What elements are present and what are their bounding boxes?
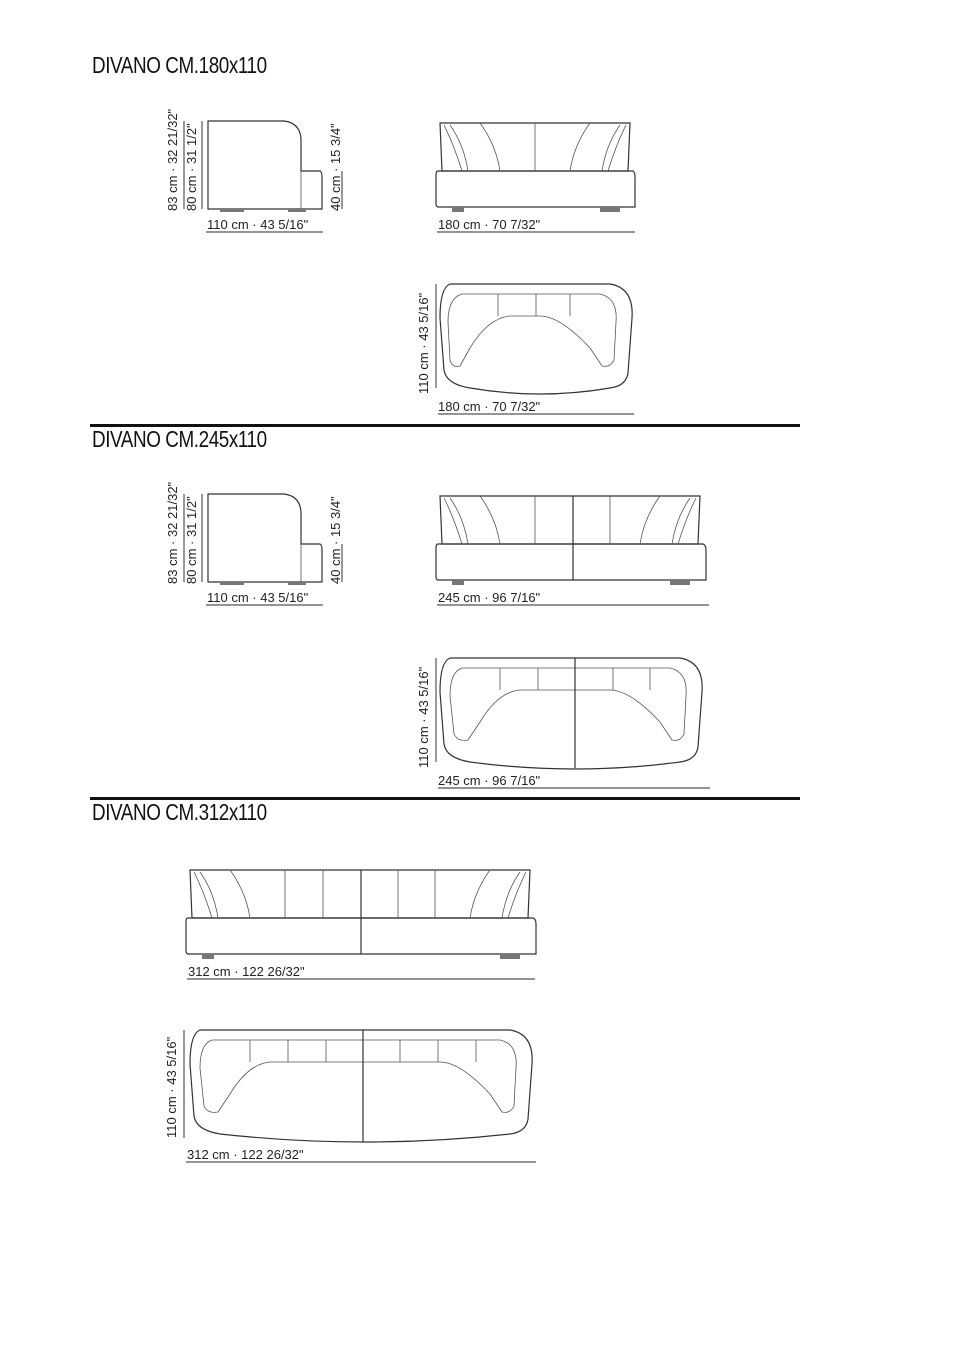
sofa-180-side-view: [160, 108, 350, 240]
sofa-245-depth: 110 cm · 43 5/16": [207, 590, 309, 605]
sofa-312-top-width: 312 cm · 122 26/32": [187, 1147, 304, 1162]
sofa-312-top-depth: 110 cm · 43 5/16": [164, 1036, 179, 1138]
sofa-245-height-40: 40 cm · 15 3/4": [328, 496, 343, 584]
sofa-312-top-view: [160, 1024, 540, 1166]
section-title-180: DIVANO CM.180x110: [92, 52, 267, 78]
sofa-245-height-80: 80 cm · 31 1/2": [184, 496, 199, 584]
sofa-180-top-depth: 110 cm · 43 5/16": [416, 292, 431, 394]
section-title-312: DIVANO CM.312x110: [92, 799, 267, 825]
sofa-245-top-view: [410, 652, 715, 792]
sofa-180-height-40: 40 cm · 15 3/4": [328, 123, 343, 211]
sofa-180-top-view: [410, 278, 645, 418]
sofa-245-front-width: 245 cm · 96 7/16": [438, 590, 541, 605]
sofa-180-front-width: 180 cm · 70 7/32": [438, 217, 541, 232]
sofa-180-height-80: 80 cm · 31 1/2": [184, 123, 199, 211]
sofa-180-top-width: 180 cm · 70 7/32": [438, 399, 541, 414]
sofa-180-height-83: 83 cm · 32 21/32": [165, 108, 180, 211]
sofa-245-front-view: [430, 488, 715, 613]
section-title-245: DIVANO CM.245x110: [92, 426, 267, 452]
sofa-312-front-view: [180, 862, 540, 987]
sofa-245-height-83: 83 cm · 32 21/32": [165, 481, 180, 584]
sofa-180-depth: 110 cm · 43 5/16": [207, 217, 309, 232]
sofa-245-top-depth: 110 cm · 43 5/16": [416, 666, 431, 768]
sofa-312-front-width: 312 cm · 122 26/32": [188, 964, 305, 979]
sofa-180-front-view: [430, 115, 645, 240]
sofa-245-top-width: 245 cm · 96 7/16": [438, 773, 541, 788]
sofa-245-side-view: [160, 481, 350, 613]
